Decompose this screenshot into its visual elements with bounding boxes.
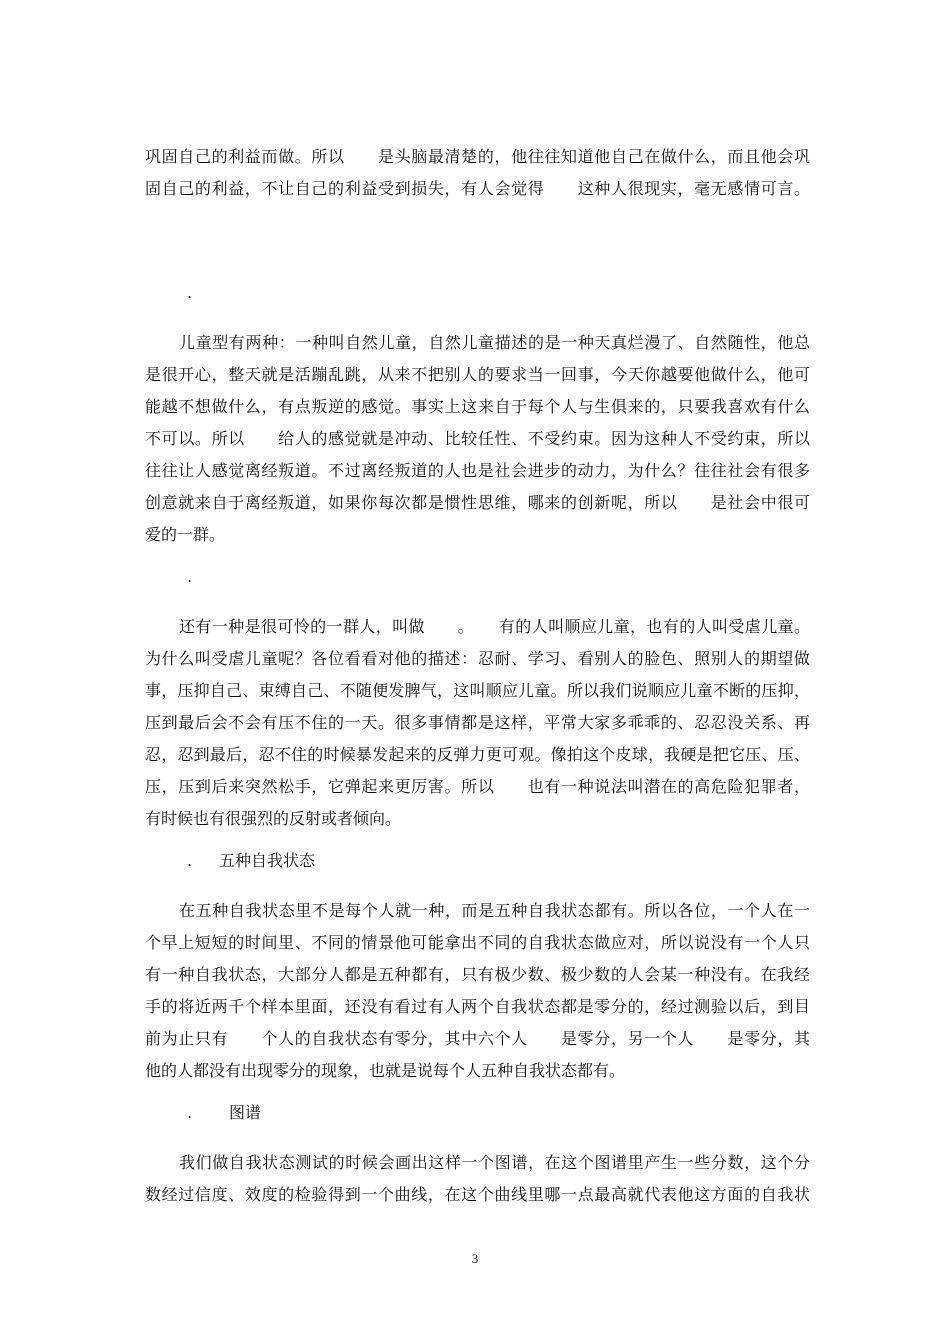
text-line: 手的将近两千个样本里面，还没有看过有人两个自我状态都是零分的，经过测验以后，到目 — [145, 997, 810, 1016]
text-line: 创意就来自于离经叛道，如果你每次都是惯性思维，哪来的创新呢，所以 是社会中很可 — [145, 493, 810, 512]
heading-marker: . — [187, 851, 193, 870]
heading-title: 五种自我状态 — [219, 851, 316, 870]
text-line: 往往让人感觉离经叛道。不过离经叛道的人也是社会进步的动力，为什么？往往社会有很多 — [145, 461, 810, 480]
text-line: 为什么叫受虐儿童呢？各位看看对他的描述：忍耐、学习、看别人的脸色、照别人的期望做 — [145, 649, 810, 668]
text-line: 是很开心，整天就是活蹦乱跳，从来不把别人的要求当一回事，今天你越要他做什么，他可 — [145, 365, 810, 384]
text-line: 在五种自我状态里不是每个人就一种，而是五种自我状态都有。所以各位，一个人在一 — [179, 901, 810, 920]
text-line: 不可以。所以 给人的感觉就是冲动、比较任性、不受约束。因为这种人不受约束，所以 — [145, 429, 810, 448]
text-line: 压，压到后来突然松手，它弹起来更厉害。所以 也有一种说法叫潜在的高危险犯罪者， — [145, 777, 810, 796]
heading-title: 图谱 — [229, 1103, 262, 1122]
text-line: 爱的一群。 — [145, 525, 226, 544]
text-line: 事，压抑自己、束缚自己、不随便发脾气，这叫顺应儿童。所以我们说顺应儿童不断的压抑， — [145, 681, 810, 700]
text-line: 数经过信度、效度的检验得到一个曲线，在这个曲线里哪一点最高就代表他这方面的自我状 — [145, 1185, 810, 1204]
text-line: 儿童型有两种：一种叫自然儿童，自然儿童描述的是一种天真烂漫了、自然随性，他总 — [179, 333, 810, 352]
page-number: 3 — [471, 1251, 479, 1266]
text-line: 他的人都没有出现零分的现象，也就是说每个人五种自我状态都有。 — [145, 1061, 626, 1080]
heading-marker: . — [187, 1103, 193, 1122]
text-line: 固自己的利益，不让自己的利益受到损失，有人会觉得 这种人很现实，毫无感情可言。 — [145, 179, 810, 198]
text-line: 有一种自我状态，大部分人都是五种都有，只有极少数、极少数的人会某一种没有。在我经 — [145, 965, 810, 984]
text-line: 能越不想做什么，有点叛逆的感觉。事实上这来自于每个人与生俱来的，只要我喜欢有什么 — [145, 397, 810, 416]
text-line: 压到最后会不会有压不住的一天。很多事情都是这样，平常大家多乖乖的、忍忍没关系、再 — [145, 713, 810, 732]
text-line: 忍，忍到最后，忍不住的时候暴发起来的反弹力更可观。像拍这个皮球，我硬是把它压、压、 — [145, 745, 810, 764]
text-line: 巩固自己的利益而做。所以 是头脑最清楚的，他往往知道他自己在做什么，而且他会巩 — [145, 147, 810, 166]
text-line: 个早上短短的时间里、不同的情景他可能拿出不同的自我状态做应对，所以说没有一个人只 — [145, 933, 810, 952]
text-line: 前为止只有 个人的自我状态有零分，其中六个人 是零分，另一个人 是零分，其 — [145, 1029, 810, 1048]
text-line: 我们做自我状态测试的时候会画出这样一个图谱，在这个图谱里产生一些分数，这个分 — [179, 1153, 810, 1172]
list-marker: . — [187, 567, 193, 586]
list-marker: . — [187, 283, 193, 302]
text-line: 有时候也有很强烈的反射或者倾向。 — [145, 809, 402, 828]
text-line: 还有一种是很可怜的一群人，叫做 。 有的人叫顺应儿童，也有的人叫受虐儿童。 — [179, 617, 810, 636]
